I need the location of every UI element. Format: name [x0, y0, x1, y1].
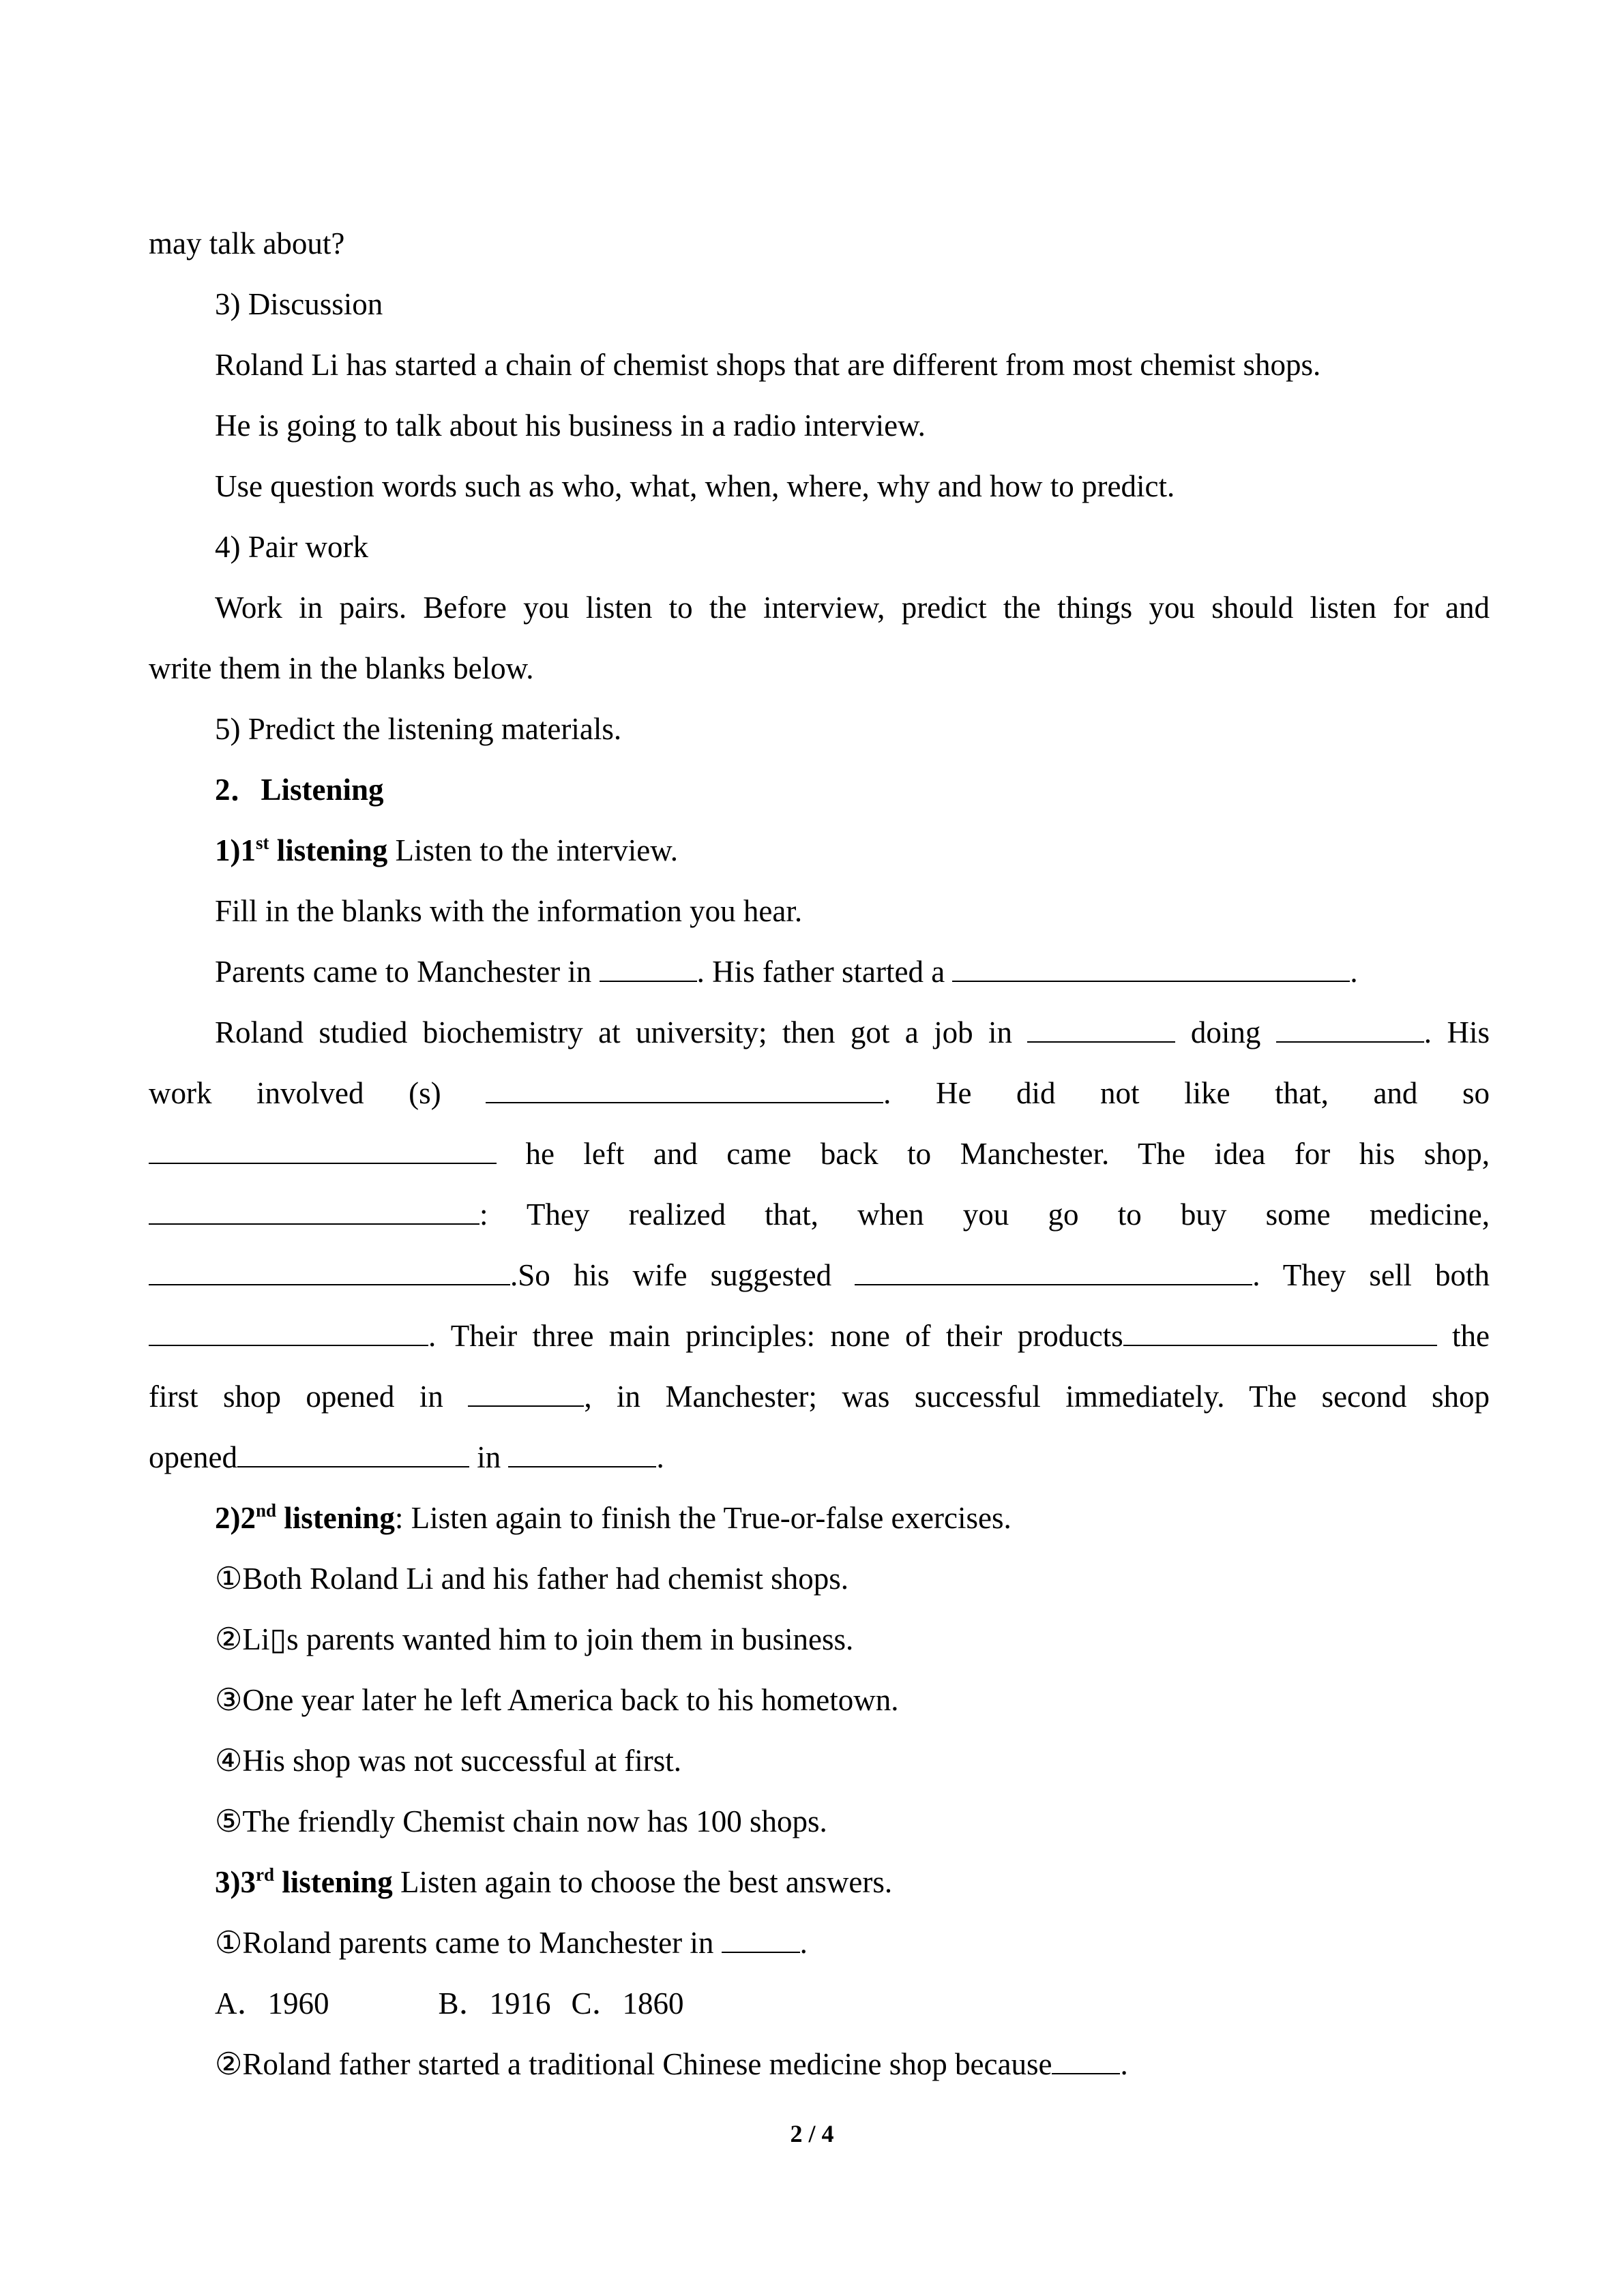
answer-blank[interactable]	[149, 1257, 510, 1285]
fill-line	[149, 1063, 1490, 1124]
answer-blank[interactable]	[486, 1075, 883, 1103]
text-line: Use question words such as who, what, when, where, why and how to predict.	[215, 469, 1175, 503]
fill-text: . They sell both	[1252, 1258, 1490, 1292]
answer-blank[interactable]	[508, 1439, 656, 1467]
heading-instruction: : Listen again to finish the True-or-false exercises.	[394, 1501, 1012, 1535]
fill-line	[149, 942, 1490, 1002]
fill-text: doing	[1175, 1015, 1276, 1049]
answer-blank[interactable]	[149, 1317, 428, 1346]
fill-text: . He did not like that, and so	[883, 1076, 1490, 1110]
option-a[interactable]: A．1960	[215, 1986, 329, 2021]
answer-blank[interactable]	[855, 1257, 1252, 1285]
page-number: 2 / 4	[790, 2120, 834, 2147]
answer-blank[interactable]	[1052, 2046, 1120, 2074]
fill-text: .So his wife suggested	[510, 1258, 855, 1292]
heading-instruction: Listen to the interview.	[387, 833, 679, 867]
text-line: Work in pairs. Before you listen to the interview, predict the things you should listen for and	[215, 591, 1490, 625]
true-false-item: ②Li▯s parents wanted him to join them in business.	[215, 1622, 854, 1656]
option-c[interactable]: C．1860	[571, 1986, 684, 2021]
section-heading-discussion: 3) Discussion	[215, 287, 383, 321]
ordinal-suffix: rd	[256, 1864, 274, 1885]
text-line: may talk about?	[149, 226, 345, 260]
fill-text: : They realized that, when you go to buy some medicine,	[479, 1197, 1490, 1232]
choice-question	[149, 2034, 1490, 2095]
answer-blank[interactable]	[722, 1924, 800, 1953]
section-heading-pair-work: 4) Pair work	[215, 530, 368, 564]
second-listening-heading	[149, 1488, 1490, 1549]
true-false-item: ①Both Roland Li and his father had chemist shops.	[215, 1562, 848, 1596]
text-line: Fill in the blanks with the information you hear.	[215, 894, 803, 928]
fill-line	[149, 1427, 1490, 1488]
heading-label: listening	[269, 833, 388, 867]
answer-blank[interactable]	[149, 1135, 497, 1164]
fill-line	[149, 1306, 1490, 1367]
true-false-item: ⑤The friendly Chemist chain now has 100 shops.	[215, 1804, 827, 1838]
answer-blank[interactable]	[149, 1196, 479, 1225]
answer-blank[interactable]	[952, 953, 1350, 982]
fill-line	[149, 1002, 1490, 1063]
heading-number: 3)3	[215, 1865, 256, 1899]
answer-blank[interactable]	[237, 1439, 469, 1467]
section-heading-listening: 2．Listening	[215, 773, 384, 807]
first-listening-heading	[149, 820, 1490, 881]
fill-text: in	[469, 1440, 509, 1474]
text-line: 5) Predict the listening materials.	[215, 712, 622, 746]
fill-text: . His father started a	[696, 955, 953, 989]
fill-text: , in Manchester; was successful immediately. The second shop	[584, 1380, 1490, 1414]
fill-text: Roland studied biochemistry at university; then got a job in	[215, 1015, 1028, 1049]
heading-number: 2)2	[215, 1501, 256, 1535]
question-text: ②Roland father started a traditional Chinese medicine shop because	[215, 2047, 1052, 2081]
answer-blank[interactable]	[1276, 1014, 1424, 1043]
fill-text: . His	[1423, 1015, 1490, 1049]
ordinal-suffix: st	[256, 833, 269, 853]
fill-text: work involved (s)	[149, 1076, 486, 1110]
fill-text: he left and came back to Manchester. The idea for his shop,	[497, 1137, 1490, 1171]
fill-line	[149, 1367, 1490, 1427]
fill-line	[149, 1245, 1490, 1306]
third-listening-heading	[149, 1852, 1490, 1913]
question-text: .	[799, 1926, 808, 1960]
true-false-item: ③One year later he left America back to his hometown.	[215, 1683, 899, 1717]
page-content	[149, 213, 1490, 2095]
answer-blank[interactable]	[1027, 1014, 1175, 1043]
fill-text: . Their three main principles: none of their products	[428, 1319, 1123, 1353]
fill-text: first shop opened in	[149, 1380, 469, 1414]
heading-label: listening	[274, 1865, 393, 1899]
option-b[interactable]: B．1916	[438, 1986, 551, 2021]
fill-line	[149, 1184, 1490, 1245]
heading-instruction: Listen again to choose the best answers.	[392, 1865, 893, 1899]
ordinal-suffix: nd	[256, 1500, 277, 1521]
fill-text: .	[656, 1440, 664, 1474]
heading-label: listening	[276, 1501, 395, 1535]
choice-question	[149, 1913, 1490, 1973]
true-false-item: ④His shop was not successful at first.	[215, 1744, 682, 1778]
text-line: write them in the blanks below.	[149, 651, 534, 685]
fill-text: .	[1350, 955, 1358, 989]
fill-text: opened	[149, 1440, 237, 1474]
answer-blank[interactable]	[468, 1378, 584, 1407]
choice-options	[149, 1973, 1490, 2034]
fill-line	[149, 1124, 1490, 1184]
answer-blank[interactable]	[600, 953, 697, 982]
answer-blank[interactable]	[1123, 1317, 1437, 1346]
fill-text: Parents came to Manchester in	[215, 955, 600, 989]
question-text: ①Roland parents came to Manchester in	[215, 1926, 722, 1960]
text-line: He is going to talk about his business in a radio interview.	[215, 408, 926, 443]
question-text: .	[1120, 2047, 1128, 2081]
heading-number: 1)1	[215, 833, 256, 867]
fill-text: the	[1436, 1319, 1490, 1353]
text-line: Roland Li has started a chain of chemist shops that are different from most chemist shops.	[215, 348, 1321, 382]
